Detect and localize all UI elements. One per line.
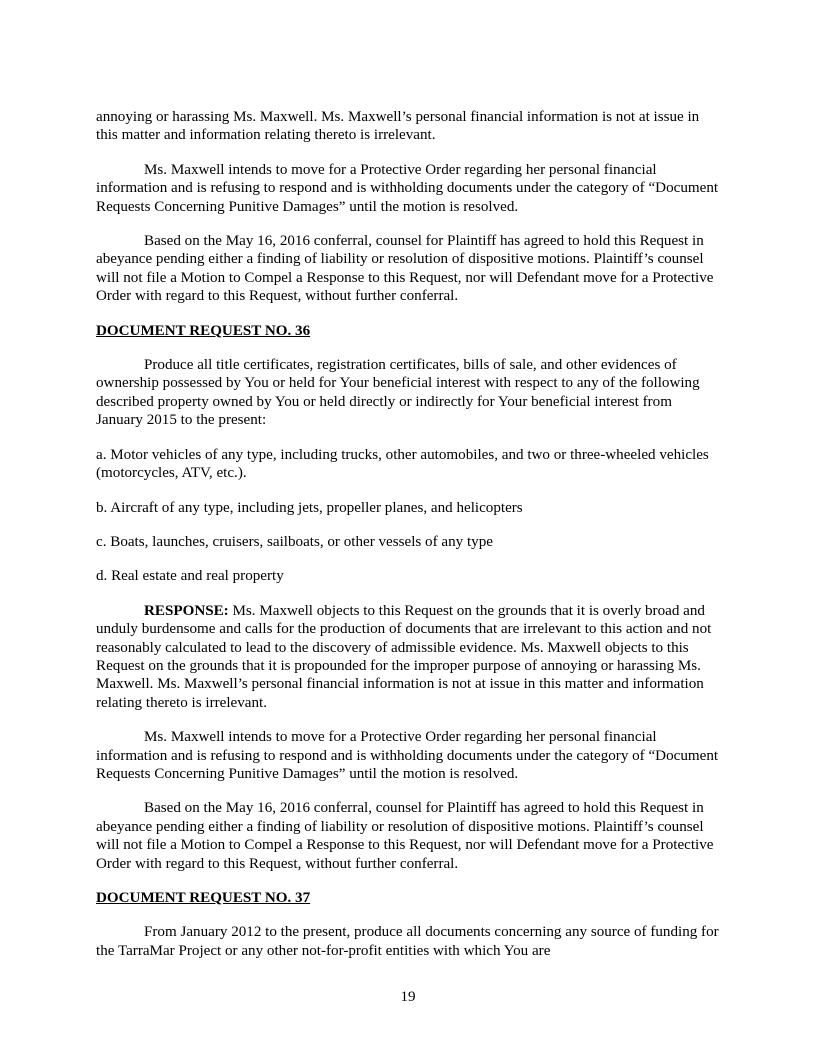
document-body <box>96 108 722 976</box>
page-number: 19 <box>400 989 416 1005</box>
paragraph-continuation: annoying or harassing Ms. Maxwell. Ms. Maxwell’s personal financial information is not at issue in this matter and information relating thereto is irrelevant. <box>96 109 700 144</box>
response-text: Ms. Maxwell objects to this Request on the grounds that it is overly broad and unduly burdensome and calls for the production of documents that are irrelevant to this action and not reasonably calculated to lead to the discovery of admissible evidence. Ms. Maxwell objects to this Request on the grounds that it is propounded for the improper purpose of annoying or harassing Ms. Maxwell. Ms. Maxwell’s personal financial information is not at issue in this matter and information relating thereto is irrelevant. <box>96 602 712 711</box>
response-label: RESPONSE: <box>144 602 229 619</box>
paragraph-protective-order-2: Ms. Maxwell intends to move for a Protective Order regarding her personal financial information and is refusing to respond and is withholding documents under the category of “Document Requests Concerning Punitive Damages” until the motion is resolved. <box>96 729 719 782</box>
paragraph-request-36: Produce all title certificates, registration certificates, bills of sale, and other evidences of ownership possessed by You or held for Your beneficial interest with respect to any of the following described property owned by You or held directly or indirectly for Your beneficial interest from January 2015 to the present: <box>96 357 700 429</box>
paragraph-request-37: From January 2012 to the present, produce all documents concerning any source of funding for the TarraMar Project or any other not-for-profit entities with which You are <box>96 924 719 959</box>
list-item-c: c. Boats, launches, cruisers, sailboats, or other vessels of any type <box>96 533 493 550</box>
heading-request-36: DOCUMENT REQUEST NO. 36 <box>96 322 311 339</box>
paragraph-protective-order-1: Ms. Maxwell intends to move for a Protective Order regarding her personal financial information and is refusing to respond and is withholding documents under the category of “Document Requests Concerning Punitive Damages” until the motion is resolved. <box>96 161 719 215</box>
list-item-d: d. Real estate and real property <box>96 568 284 585</box>
paragraph-response-36 <box>96 602 722 712</box>
paragraph-conferral-2: Based on the May 16, 2016 conferral, counsel for Plaintiff has agreed to hold this Request in abeyance pending either a finding of liability or resolution of dispositive motions. Plaintiff’s counsel will not file a Motion to Compel a Response to this Request, nor will Defendant move for a Protective Order with regard to this Request, without further conferral. <box>96 800 714 872</box>
paragraph-conferral-1: Based on the May 16, 2016 conferral, counsel for Plaintiff has agreed to hold this Request in abeyance pending either a finding of liability or resolution of dispositive motions. Plaintiff’s counsel will not file a Motion to Compel a Response to this Request, nor will Defendant move for a Protective Order with regard to this Request, without further conferral. <box>96 233 714 305</box>
heading-request-37: DOCUMENT REQUEST NO. 37 <box>96 890 311 906</box>
list-item-a: a. Motor vehicles of any type, including trucks, other automobiles, and two or three-wheeled vehicles (motorcycles, ATV, etc.). <box>96 446 709 482</box>
list-item-b: b. Aircraft of any type, including jets, propeller planes, and helicopters <box>96 499 523 516</box>
